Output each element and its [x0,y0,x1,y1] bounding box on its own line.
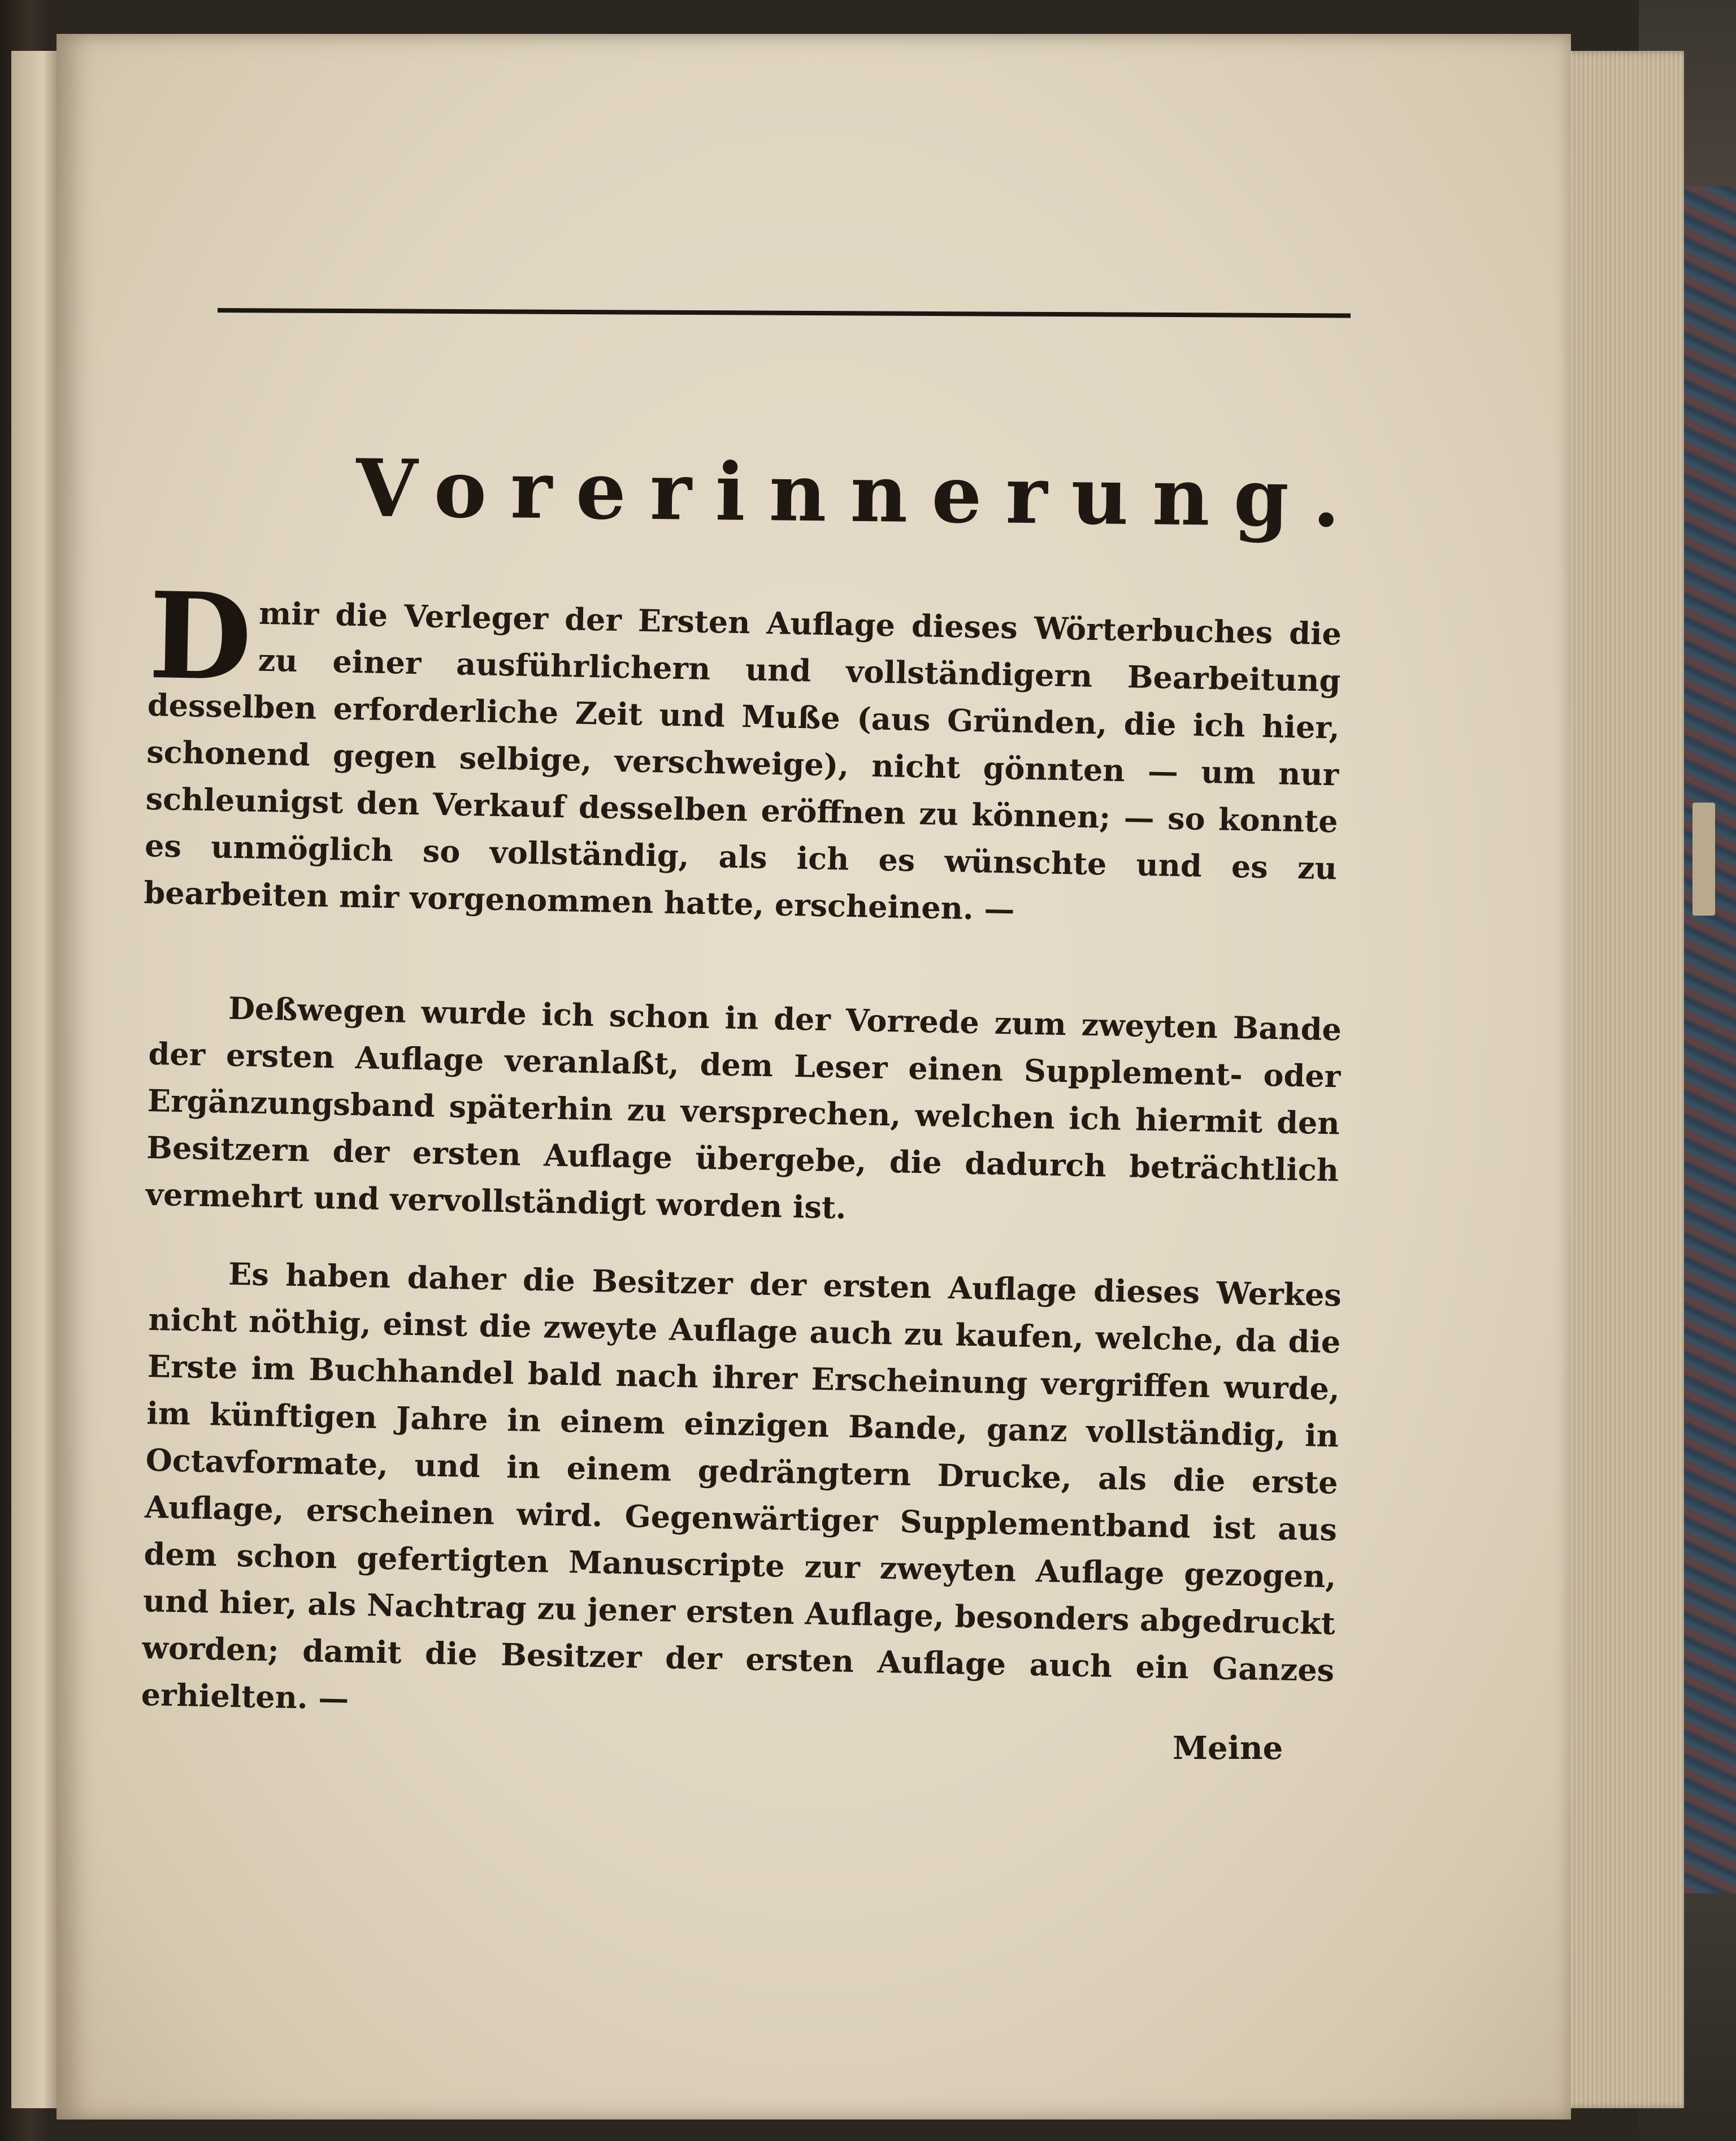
previous-page-edge [11,51,57,2108]
catchword: Meine [1173,1730,1283,1767]
drop-initial: D [147,566,253,708]
page-edges-stack [1560,51,1684,2108]
paragraph-1 [144,566,1342,939]
paragraph-3: Es haben daher die Besitzer der ersten Auflage dieses Werkes nicht nöthig, einst die zweyte Auflage auch zu kaufen, welche, da die Erste im Buchhandel bald nach ihrer Erscheinung vergriffen wurde, im künftigen Jahre in einem einzigen Bande, ganz vollständig, in Octavformate, und in einem gedrängtern Drucke, als die erste Auflage, erscheinen wird. Gegenwärtiger Supplementband ist aus dem schon gefertigten Manuscripte zur zweyten Auflage gezogen, und hier, als Nachtrag zu jener ersten Auflage, besonders abgedruckt worden; damit die Besitzer der ersten Auflage auch ein Ganzes erhielten. — [141,1255,1342,1717]
paragraph-1-text: mir die Verleger der Ersten Auflage dieses Wörterbuches die zu einer ausführlichern und vollständigern Bearbeitung desselben erforderliche Zeit und Muße (aus Gründen, die ich hier, schonend gegen selbige, verschweige), nicht gönnten — um nur schleunigst den Verkauf desselben eröffnen zu können; — so konnte es unmöglich so vollständig, als ich es wünschte und es zu bearbeiten mir vorgenommen hatte, erscheinen. — [144,595,1342,928]
bookmark-tab [1692,803,1715,916]
page-title: Vorerinnerung. [355,442,1365,546]
paragraph-2: Deßwegen wurde ich schon in der Vorrede zum zweyten Bande der ersten Auflage veranlaßt, dem Leser einen Supplement- oder Ergänzungsband späterhin zu versprechen, welchen ich hiermit den Besitzern der ersten Auflage übergebe, die dadurch beträchtlich vermehrt und vervollständigt worden ist. [145,990,1342,1226]
